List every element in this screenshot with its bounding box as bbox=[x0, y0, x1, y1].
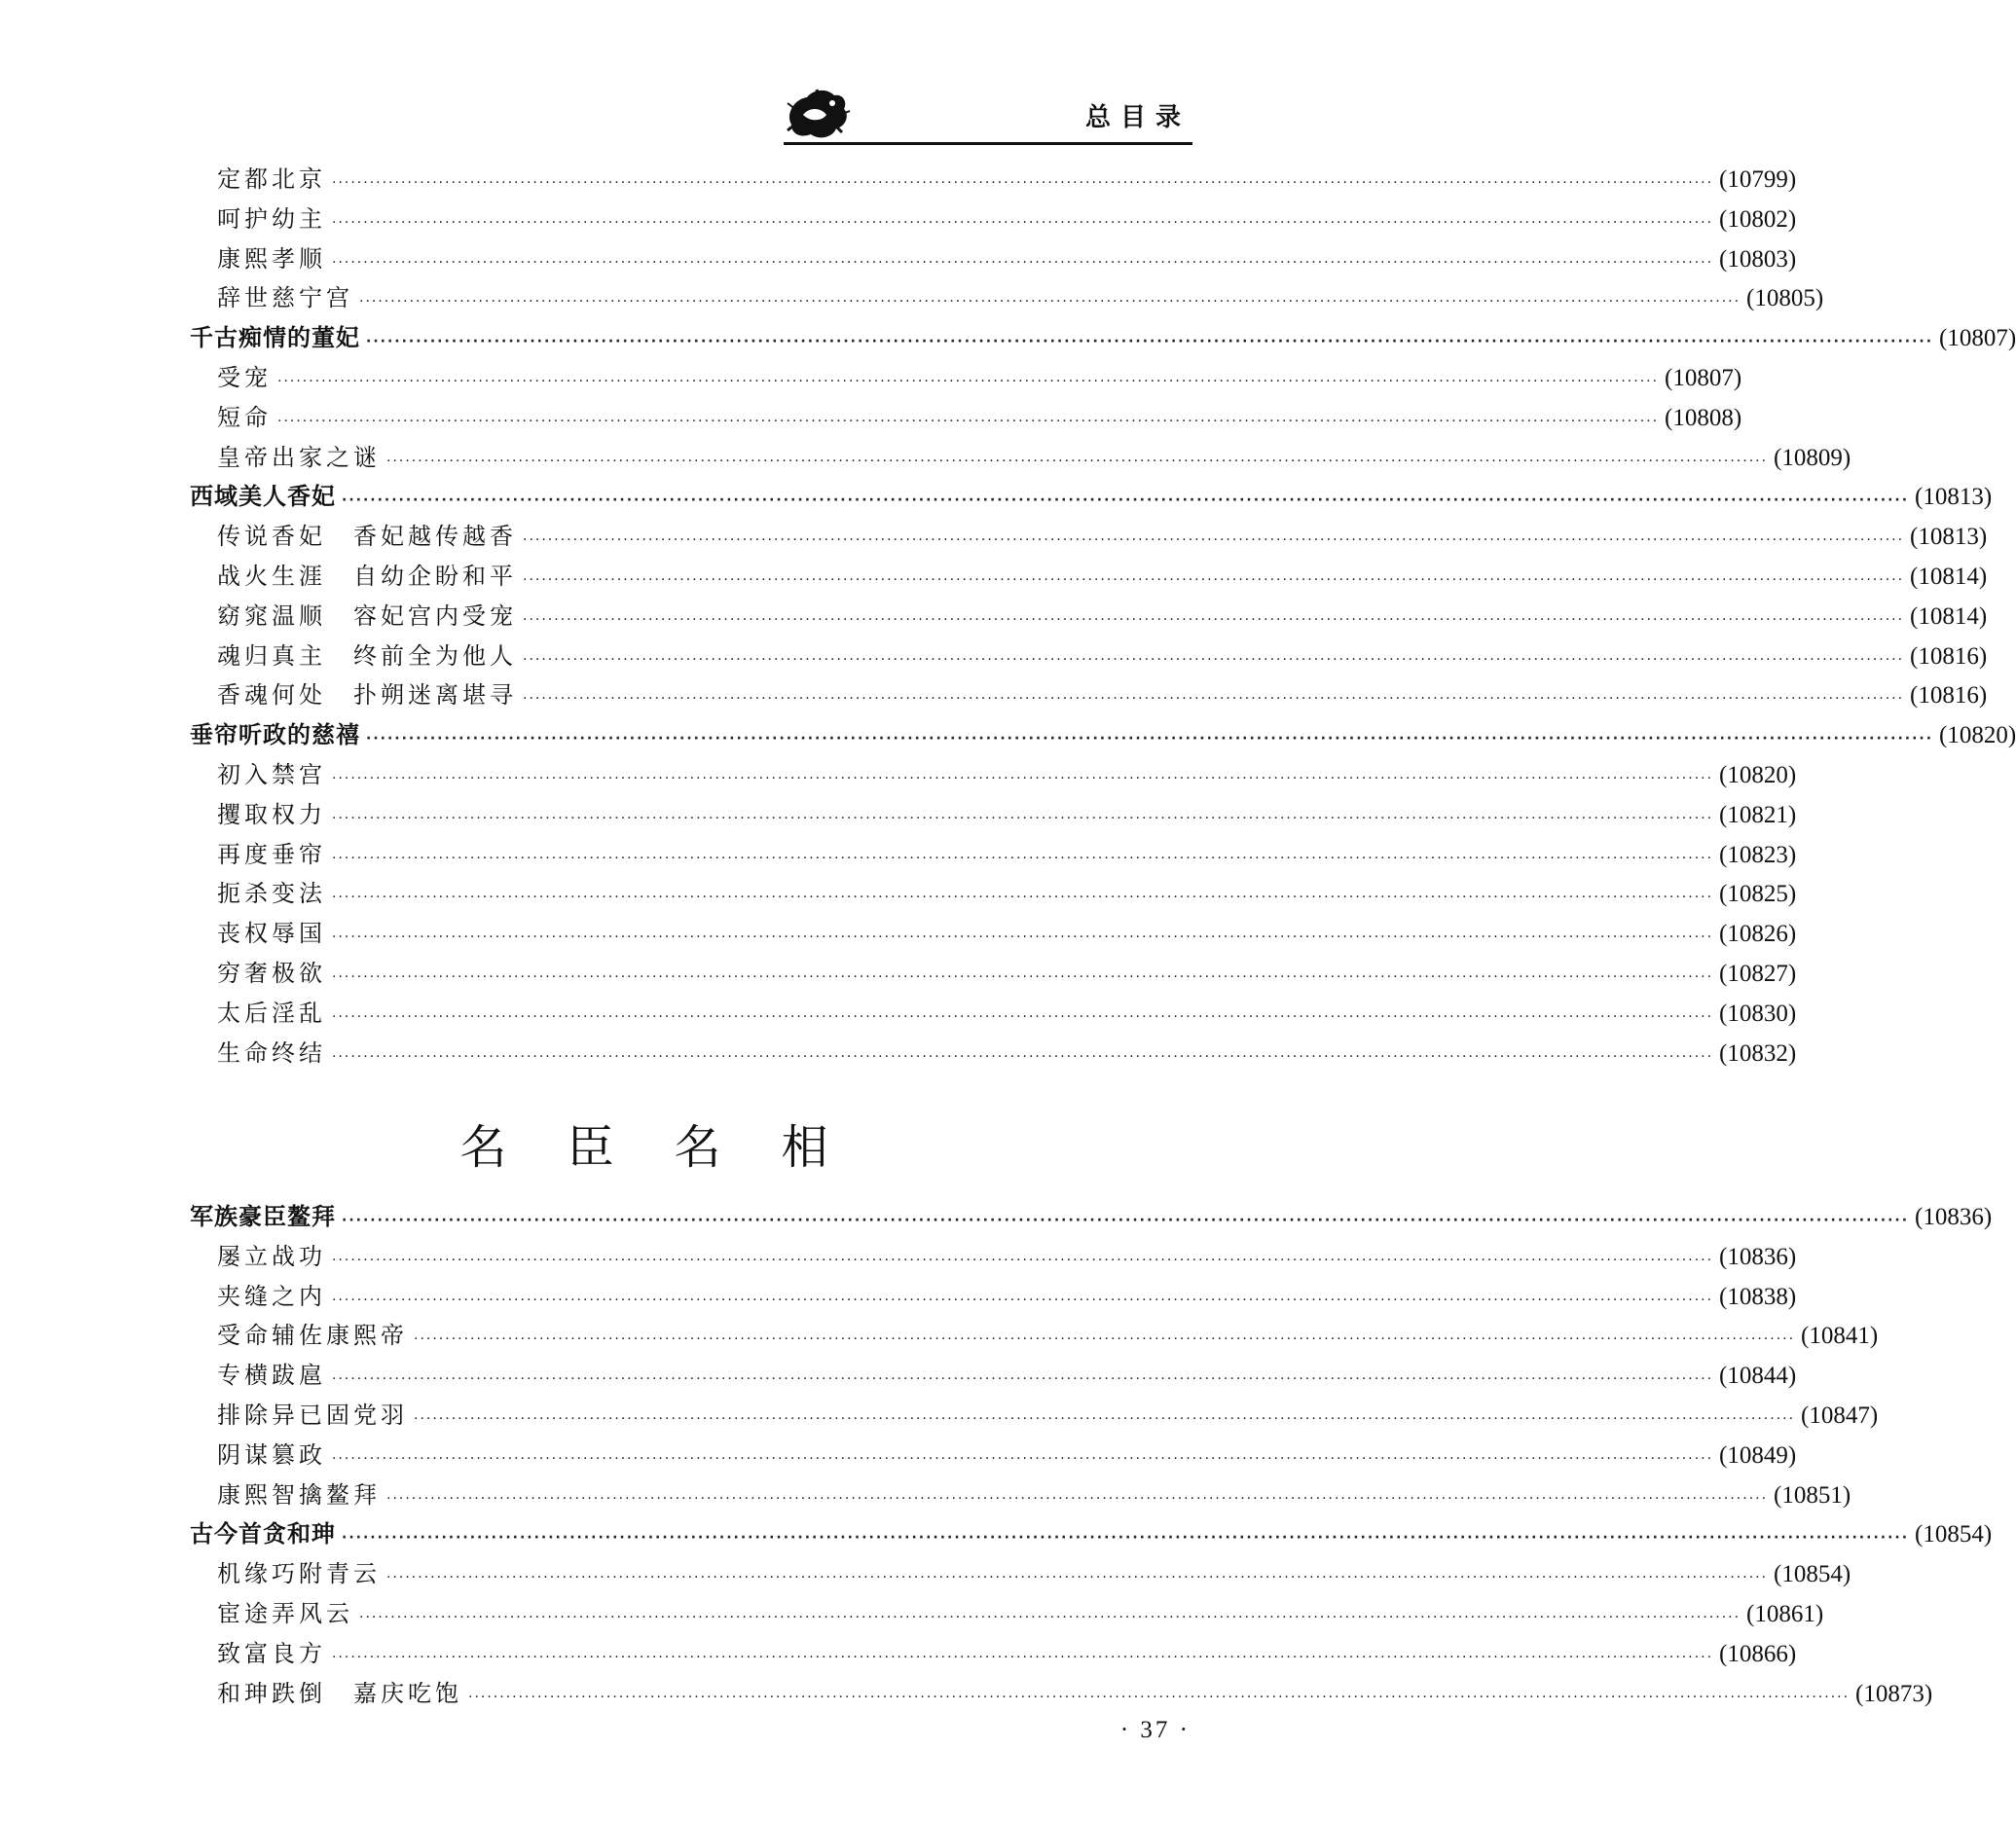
toc-leader-dots: ···························································································································································································································· bbox=[386, 1490, 1769, 1507]
toc-entry bbox=[190, 1514, 1993, 1554]
toc-entry-page: (10805) bbox=[1746, 285, 1824, 312]
toc-entry bbox=[190, 1396, 1879, 1436]
toc-leader-dots: ···························································································································································································································· bbox=[332, 1292, 1714, 1308]
toc-entry-title: 魂归真主 终前全为他人 bbox=[217, 641, 517, 670]
toc-entry bbox=[190, 1594, 1824, 1634]
toc-entry bbox=[190, 1197, 1993, 1237]
toc-entry bbox=[190, 557, 1988, 597]
toc-entry bbox=[190, 715, 2016, 755]
toc-entry-title: 生命终结 bbox=[217, 1038, 326, 1067]
toc-entry bbox=[190, 1554, 1851, 1594]
toc-entry-page: (10807) bbox=[1665, 364, 1742, 391]
toc-leader-dots: ···························································································································································································································· bbox=[523, 611, 1905, 628]
toc-leader-dots: ···························································································································································································································· bbox=[332, 175, 1714, 191]
toc-entry-page: (10844) bbox=[1719, 1363, 1797, 1390]
toc-leader-dots: ···························································································································································································································· bbox=[366, 731, 1934, 747]
toc-list-bottom bbox=[190, 1197, 1993, 1713]
toc-entry-page: (10841) bbox=[1801, 1323, 1879, 1350]
toc-entry-title: 香魂何处 扑朔迷离堪寻 bbox=[217, 681, 517, 710]
toc-entry bbox=[190, 835, 1797, 875]
toc-leader-dots: ···························································································································································································································· bbox=[332, 254, 1714, 271]
toc-entry-page: (10832) bbox=[1719, 1039, 1797, 1067]
toc-leader-dots: ···························································································································································································································· bbox=[332, 890, 1714, 906]
toc-entry-title: 康熙孝顺 bbox=[217, 244, 326, 273]
toc-entry-page: (10816) bbox=[1910, 682, 1988, 710]
page-number: · 37 · bbox=[1119, 1717, 1191, 1743]
toc-entry-title: 千古痴情的董妃 bbox=[190, 324, 360, 352]
toc-entry bbox=[190, 1356, 1797, 1396]
toc-leader-dots: ···························································································································································································································· bbox=[332, 1450, 1714, 1467]
toc-entry-page: (10847) bbox=[1801, 1402, 1879, 1429]
toc-leader-dots: ···························································································································································································································· bbox=[332, 1371, 1714, 1388]
toc-leader-dots: ···························································································································································································································· bbox=[332, 1008, 1714, 1025]
toc-entry bbox=[190, 1277, 1797, 1317]
toc-entry bbox=[190, 1237, 1797, 1277]
toc-leader-dots: ···························································································································································································································· bbox=[468, 1689, 1851, 1705]
toc-entry-title: 和珅跌倒 嘉庆吃饱 bbox=[217, 1679, 462, 1707]
toc-leader-dots: ···························································································································································································································· bbox=[332, 214, 1714, 231]
toc-entry bbox=[190, 755, 1797, 795]
toc-entry-title: 古今首贪和珅 bbox=[190, 1520, 336, 1548]
header-title: 总目录 bbox=[1084, 103, 1191, 132]
toc-entry-page: (10854) bbox=[1915, 1521, 1993, 1548]
toc-entry bbox=[190, 278, 1824, 318]
toc-entry-title: 垂帘听政的慈禧 bbox=[190, 721, 360, 749]
toc-entry bbox=[190, 914, 1797, 954]
toc-leader-dots: ···························································································································································································································· bbox=[523, 651, 1905, 668]
toc-entry-page: (10830) bbox=[1719, 1000, 1797, 1027]
toc-entry-title: 夹缝之内 bbox=[217, 1282, 326, 1310]
toc-leader-dots: ···························································································································································································································· bbox=[414, 1331, 1796, 1348]
toc-leader-dots: ···························································································································································································································· bbox=[332, 810, 1714, 826]
toc-entry bbox=[190, 200, 1797, 239]
toc-entry-page: (10813) bbox=[1915, 484, 1993, 511]
toc-entry-page: (10827) bbox=[1719, 960, 1797, 987]
toc-leader-dots: ···························································································································································································································· bbox=[332, 929, 1714, 946]
toc-entry-title: 攫取权力 bbox=[217, 800, 326, 828]
toc-entry-page: (10854) bbox=[1774, 1561, 1851, 1588]
toc-entry bbox=[190, 438, 1851, 478]
toc-entry-page: (10838) bbox=[1719, 1283, 1797, 1310]
toc-entry bbox=[190, 1034, 1797, 1074]
toc-entry bbox=[190, 1475, 1851, 1515]
toc-entry-title: 太后淫乱 bbox=[217, 999, 326, 1027]
toc-entry-page: (10836) bbox=[1719, 1243, 1797, 1270]
toc-entry bbox=[190, 675, 1988, 715]
toc-leader-dots: ···························································································································································································································· bbox=[277, 413, 1660, 429]
toc-entry-title: 西域美人香妃 bbox=[190, 483, 336, 511]
toc-entry-page: (10851) bbox=[1774, 1481, 1851, 1509]
toc-entry-page: (10808) bbox=[1665, 404, 1742, 431]
toc-entry-page: (10814) bbox=[1910, 563, 1988, 590]
toc-entry-title: 窈窕温顺 容妃宫内受宠 bbox=[217, 601, 517, 630]
toc-entry-title: 康熙智擒鳌拜 bbox=[217, 1480, 381, 1509]
toc-entry-page: (10802) bbox=[1719, 205, 1797, 233]
toc-entry-page: (10873) bbox=[1855, 1680, 1933, 1707]
toc-entry-page: (10823) bbox=[1719, 841, 1797, 868]
toc-entry bbox=[190, 358, 1742, 398]
toc-entry bbox=[190, 795, 1797, 835]
toc-entry-page: (10821) bbox=[1719, 801, 1797, 828]
toc-leader-dots: ···························································································································································································································· bbox=[359, 1609, 1741, 1625]
toc-entry-title: 皇帝出家之谜 bbox=[217, 443, 381, 471]
toc-leader-dots: ···························································································································································································································· bbox=[332, 850, 1714, 866]
toc-entry-title: 穷奢极欲 bbox=[217, 959, 326, 987]
toc-leader-dots: ···························································································································································································································· bbox=[332, 1252, 1714, 1268]
toc-entry-page: (10820) bbox=[1939, 722, 2016, 749]
toc-entry-title: 定都北京 bbox=[217, 165, 326, 193]
toc-entry bbox=[190, 597, 1988, 637]
toc-leader-dots: ···························································································································································································································· bbox=[332, 770, 1714, 786]
toc-entry-title: 致富良方 bbox=[217, 1639, 326, 1667]
toc-entry-title: 受命辅佐康熙帝 bbox=[217, 1322, 408, 1350]
toc-entry-page: (10803) bbox=[1719, 245, 1797, 273]
toc-entry bbox=[190, 1316, 1879, 1356]
toc-entry bbox=[190, 1436, 1797, 1475]
toc-entry-title: 军族豪臣鳌拜 bbox=[190, 1203, 336, 1230]
toc-entry-title: 专横跋扈 bbox=[217, 1362, 326, 1390]
toc-entry bbox=[190, 318, 2016, 358]
toc-leader-dots: ···························································································································································································································· bbox=[332, 1048, 1714, 1065]
toc-entry-page: (10820) bbox=[1719, 761, 1797, 788]
toc-leader-dots: ···························································································································································································································· bbox=[359, 294, 1741, 310]
toc-leader-dots: ···························································································································································································································· bbox=[332, 1649, 1714, 1665]
toc-entry-page: (10861) bbox=[1746, 1600, 1824, 1627]
toc-entry bbox=[190, 477, 1993, 517]
toc-entry-page: (10813) bbox=[1910, 524, 1988, 551]
toc-entry-title: 初入禁宫 bbox=[217, 760, 326, 788]
toc-leader-dots: ···························································································································································································································· bbox=[523, 532, 1905, 549]
toc-entry bbox=[190, 874, 1797, 914]
toc-leader-dots: ···························································································································································································································· bbox=[342, 1530, 1910, 1547]
toc-entry bbox=[190, 994, 1797, 1034]
toc-entry-title: 受宠 bbox=[217, 363, 272, 391]
toc-entry-title: 阴谋篡政 bbox=[217, 1440, 326, 1469]
toc-entry bbox=[190, 239, 1797, 279]
toc-entry-page: (10866) bbox=[1719, 1640, 1797, 1667]
toc-entry-title: 宦途弄风云 bbox=[217, 1599, 353, 1627]
toc-entry-title: 排除异已固党羽 bbox=[217, 1401, 408, 1429]
toc-entry bbox=[190, 1634, 1797, 1674]
toc-entry bbox=[190, 160, 1797, 200]
toc-entry-page: (10825) bbox=[1719, 881, 1797, 908]
toc-entry-page: (10809) bbox=[1774, 444, 1851, 471]
toc-entry-title: 辞世慈宁宫 bbox=[217, 284, 353, 312]
toc-entry-page: (10826) bbox=[1719, 921, 1797, 948]
toc-entry-title: 丧权辱国 bbox=[217, 920, 326, 948]
toc-entry-title: 扼杀变法 bbox=[217, 880, 326, 908]
toc-entry-title: 屡立战功 bbox=[217, 1242, 326, 1270]
toc-entry-page: (10814) bbox=[1910, 602, 1988, 630]
toc-leader-dots: ···························································································································································································································· bbox=[366, 334, 1934, 350]
toc-leader-dots: ···························································································································································································································· bbox=[386, 453, 1769, 469]
dragon-emblem-icon bbox=[784, 86, 852, 142]
toc-entry-title: 机缘巧附青云 bbox=[217, 1560, 381, 1588]
toc-leader-dots: ···························································································································································································································· bbox=[342, 492, 1910, 509]
toc-entry-title: 呵护幼主 bbox=[217, 204, 326, 233]
toc-list-top bbox=[190, 160, 2016, 1073]
toc-leader-dots: ···························································································································································································································· bbox=[332, 968, 1714, 985]
toc-entry bbox=[190, 1674, 1933, 1714]
section-title: 名臣名相 bbox=[459, 1120, 889, 1175]
toc-entry-title: 战火生涯 自幼企盼和平 bbox=[217, 562, 517, 590]
header-rule bbox=[784, 142, 1192, 145]
toc-entry-title: 短命 bbox=[217, 403, 272, 431]
toc-leader-dots: ···························································································································································································································· bbox=[342, 1213, 1910, 1228]
page-header bbox=[784, 78, 1192, 148]
toc-leader-dots: ···························································································································································································································· bbox=[523, 691, 1905, 708]
toc-leader-dots: ···························································································································································································································· bbox=[523, 571, 1905, 588]
toc-entry-title: 再度垂帘 bbox=[217, 840, 326, 868]
toc-entry-title: 传说香妃 香妃越传越香 bbox=[217, 523, 517, 551]
toc-leader-dots: ···························································································································································································································· bbox=[414, 1410, 1796, 1427]
toc-entry bbox=[190, 517, 1988, 557]
toc-entry-page: (10807) bbox=[1939, 325, 2016, 352]
toc-entry-page: (10799) bbox=[1719, 166, 1797, 193]
toc-entry bbox=[190, 954, 1797, 994]
toc-entry bbox=[190, 637, 1988, 676]
toc-leader-dots: ···························································································································································································································· bbox=[386, 1570, 1769, 1586]
toc-leader-dots: ···························································································································································································································· bbox=[277, 373, 1660, 389]
toc-entry bbox=[190, 398, 1742, 438]
toc-entry-page: (10849) bbox=[1719, 1441, 1797, 1469]
toc-entry-page: (10836) bbox=[1915, 1204, 1993, 1230]
toc-entry-page: (10816) bbox=[1910, 642, 1988, 670]
